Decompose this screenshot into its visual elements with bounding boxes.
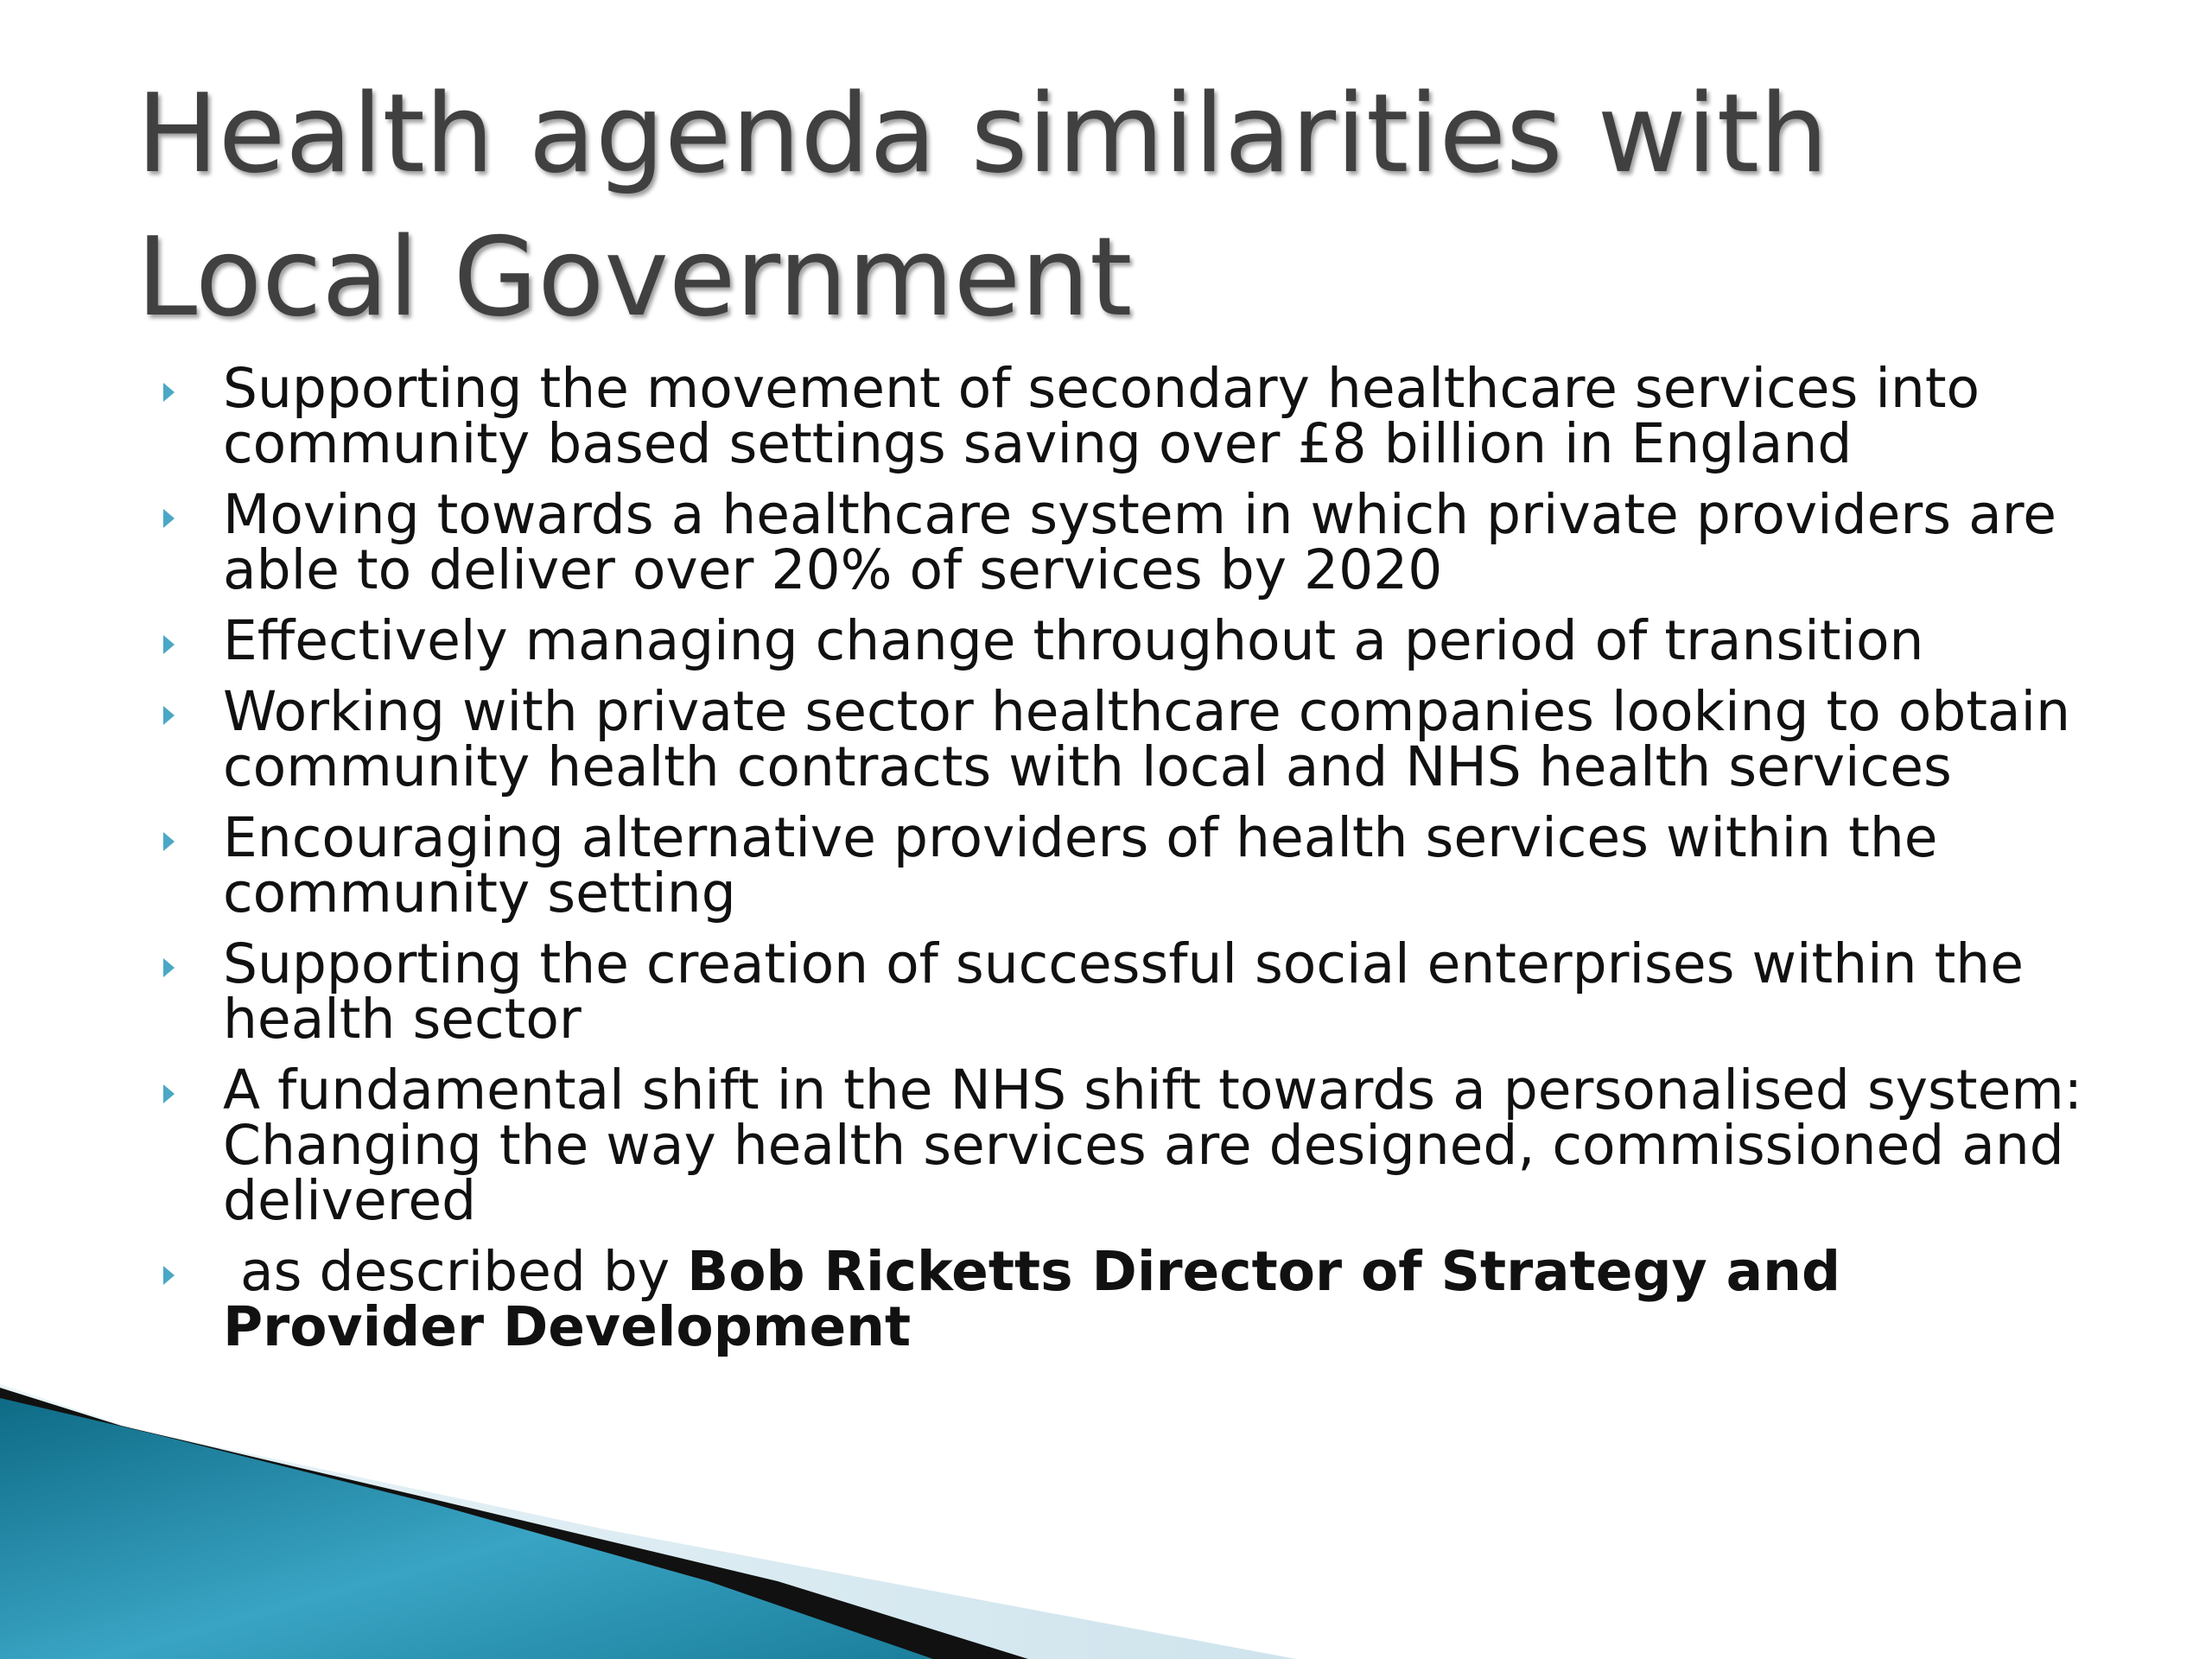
bullet-text-prefix: as described by xyxy=(223,1240,688,1303)
title-line-1: Health agenda similarities with xyxy=(137,70,1828,197)
triangle-right-icon xyxy=(163,509,175,528)
triangle-right-icon xyxy=(163,1266,175,1285)
slide-title xyxy=(137,62,2124,349)
triangle-right-icon xyxy=(163,832,175,851)
list-item xyxy=(156,1058,2091,1232)
list-item xyxy=(156,806,2091,925)
teal-wave-shape xyxy=(0,1398,933,1659)
list-item xyxy=(156,609,2091,672)
bullet-text: Effectively managing change throughout a period of transition xyxy=(223,609,1924,672)
list-item xyxy=(156,357,2091,475)
bullet-list xyxy=(156,357,2091,1370)
triangle-right-icon xyxy=(163,958,175,977)
bullet-text: Working with private sector healthcare companies looking to obtain community health contracts with local and NHS health services xyxy=(223,680,2071,798)
triangle-right-icon xyxy=(163,1084,175,1103)
list-item xyxy=(156,680,2091,798)
list-item xyxy=(156,1240,2091,1358)
black-stripe-shape xyxy=(0,1388,1028,1659)
attribution-name: Bob Ricketts Director of Strategy and Provider Development xyxy=(223,1240,1860,1358)
bullet-text: Encouraging alternative providers of health services within the community setting xyxy=(223,806,1938,925)
bullet-text: A fundamental shift in the NHS shift towards a personalised system: Changing the way health services are designed, commissioned and delivered xyxy=(223,1058,2082,1232)
triangle-right-icon xyxy=(163,383,175,402)
light-band-shape xyxy=(0,1384,1296,1659)
bullet-text: Supporting the creation of successful social enterprises within the health sector xyxy=(223,932,2024,1051)
bullet-text: Moving towards a healthcare system in which private providers are able to deliver over 20% of services by 2020 xyxy=(223,483,2057,601)
list-item xyxy=(156,483,2091,601)
bullet-text: Supporting the movement of secondary healthcare services into community based settings saving over £8 billion in England xyxy=(223,357,1980,475)
title-line-2: Local Government xyxy=(137,213,1133,340)
triangle-right-icon xyxy=(163,635,175,654)
list-item xyxy=(156,932,2091,1051)
triangle-right-icon xyxy=(163,706,175,725)
